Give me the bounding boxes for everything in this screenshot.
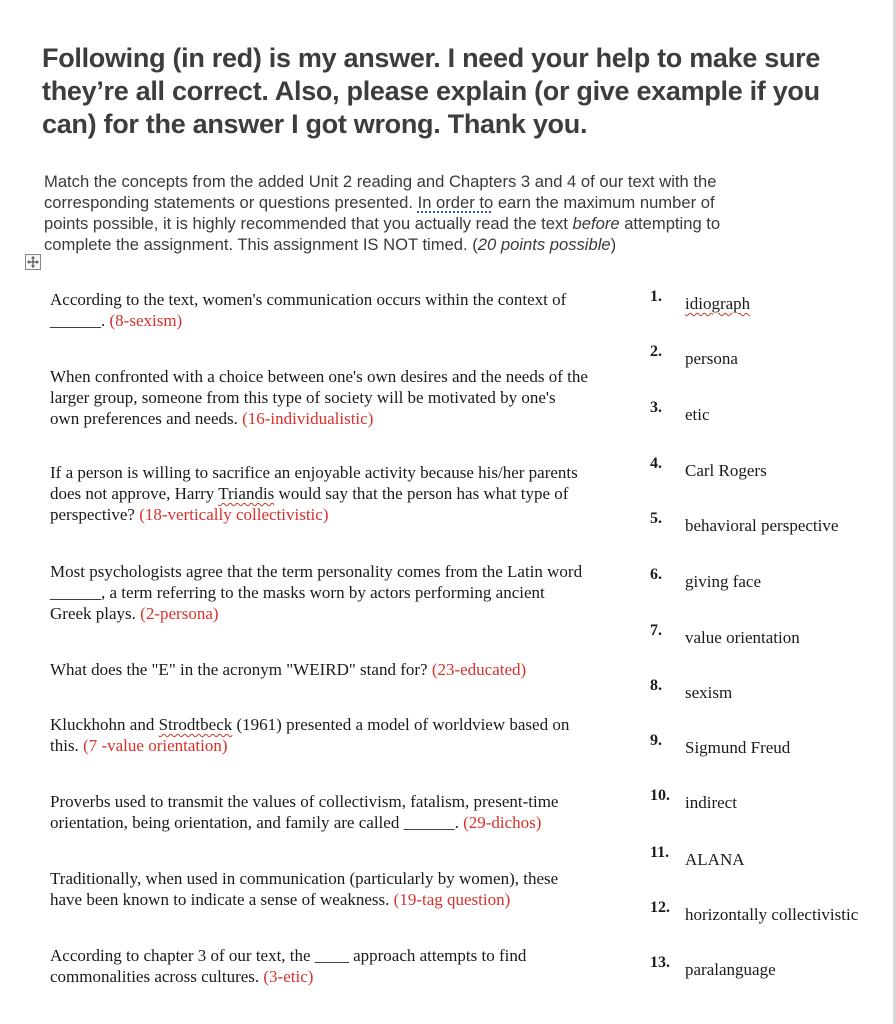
question-3: If a person is willing to sacrifice an enjoyable activity because his/her parents does not approve, Harry Triandis would say that the person has what type of perspective? (18-vertically collectivistic) [50, 463, 578, 524]
page-heading [42, 42, 842, 141]
instructions-line: Match the concepts from the added Unit 2 reading and Chapters 3 and 4 of our text with the [44, 172, 717, 191]
spellcheck-word: Triandis [218, 484, 275, 503]
instructions [44, 171, 834, 255]
instructions-line: points possible, it is highly recommended that you actually read the text before attempting to [44, 214, 721, 233]
question-2: When confronted with a choice between one's own desires and the needs of the larger group, someone from this type of society will be motivated by one's own preferences and needs. (16-individualistic) [50, 367, 588, 428]
answer-text: (19-tag question) [393, 890, 511, 909]
answer-text: (7 -value orientation) [83, 736, 228, 755]
answer-text: (2-persona) [140, 604, 219, 623]
question-6: Kluckhohn and Strodtbeck (1961) presented a model of worldview based on this. (7 -value orientation) [50, 715, 570, 755]
answer-text: (8-sexism) [109, 311, 183, 330]
question-5: What does the "E" in the acronym "WEIRD" stand for? (23-educated) [50, 660, 527, 679]
question-4: Most psychologists agree that the term personality comes from the Latin word ______, a term referring to the masks worn by actors performing ancient Greek plays. (2-persona) [50, 562, 583, 623]
answer-text: (3-etic) [263, 967, 314, 986]
instructions-line: corresponding statements or questions presented. In order to earn the maximum number of [44, 193, 715, 212]
heading-line: Following (in red) is my answer. I need your help to make sure [42, 43, 821, 73]
answer-text: (23-educated) [431, 660, 527, 679]
question-1: According to the text, women's communication occurs within the context of ______. (8-sexism) [50, 290, 567, 330]
spellcheck-word: Strodtbeck [158, 715, 233, 734]
instructions-line: complete the assignment. This assignment IS NOT timed. (20 points possible) [44, 235, 617, 254]
answer-text: (18-vertically collectivistic) [139, 505, 329, 524]
answer-text: (29-dichos) [463, 813, 542, 832]
question-8: Traditionally, when used in communication (particularly by women), these have been known to indicate a sense of weakness. (19-tag question) [50, 869, 559, 909]
in-order-to-underlined: In order to [417, 193, 494, 212]
table-move-handle-icon[interactable] [25, 254, 41, 270]
answer-text: (16-individualistic) [242, 409, 374, 428]
heading-line: they’re all correct. Also, please explain (or give example if you [42, 76, 820, 106]
question-9: According to chapter 3 of our text, the ____ approach attempts to find commonalities across cultures. (3-etic) [50, 946, 527, 986]
heading-line: can) for the answer I got wrong. Thank you. [42, 109, 588, 139]
question-7: Proverbs used to transmit the values of collectivism, fatalism, present-time orientation, being orientation, and family are called ______. (29-dichos) [50, 792, 559, 832]
